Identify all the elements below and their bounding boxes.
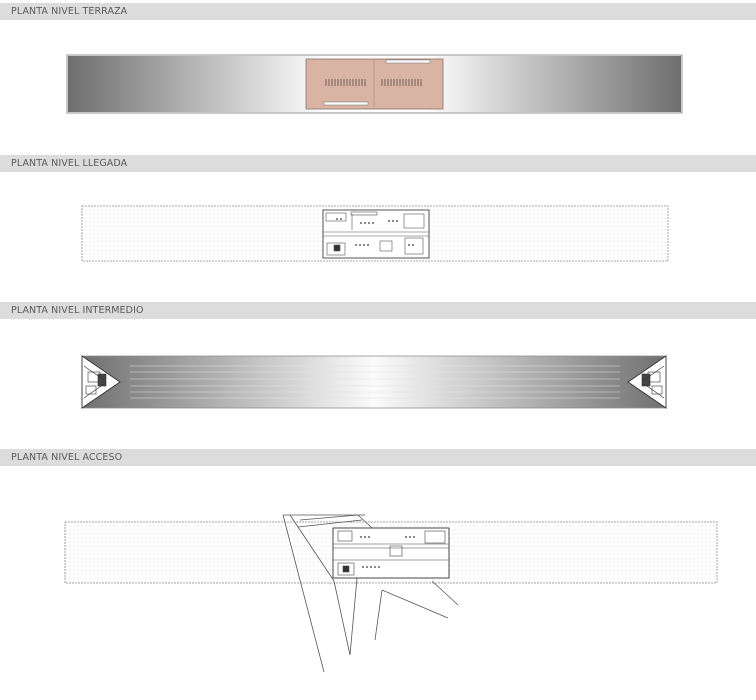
section-title-acceso: PLANTA NIVEL ACCESO bbox=[11, 452, 123, 463]
section-title-intermedio: PLANTA NIVEL INTERMEDIO bbox=[11, 305, 144, 316]
plan-acceso bbox=[65, 515, 717, 672]
plan-llegada bbox=[82, 206, 668, 261]
section-title-llegada: PLANTA NIVEL LLEGADA bbox=[11, 158, 128, 169]
plan-terraza bbox=[67, 55, 682, 113]
section-title-terraza: PLANTA NIVEL TERRAZA bbox=[11, 6, 128, 17]
building-acceso bbox=[333, 528, 449, 578]
roof-deck bbox=[306, 59, 443, 109]
plan-intermedio bbox=[82, 356, 666, 408]
